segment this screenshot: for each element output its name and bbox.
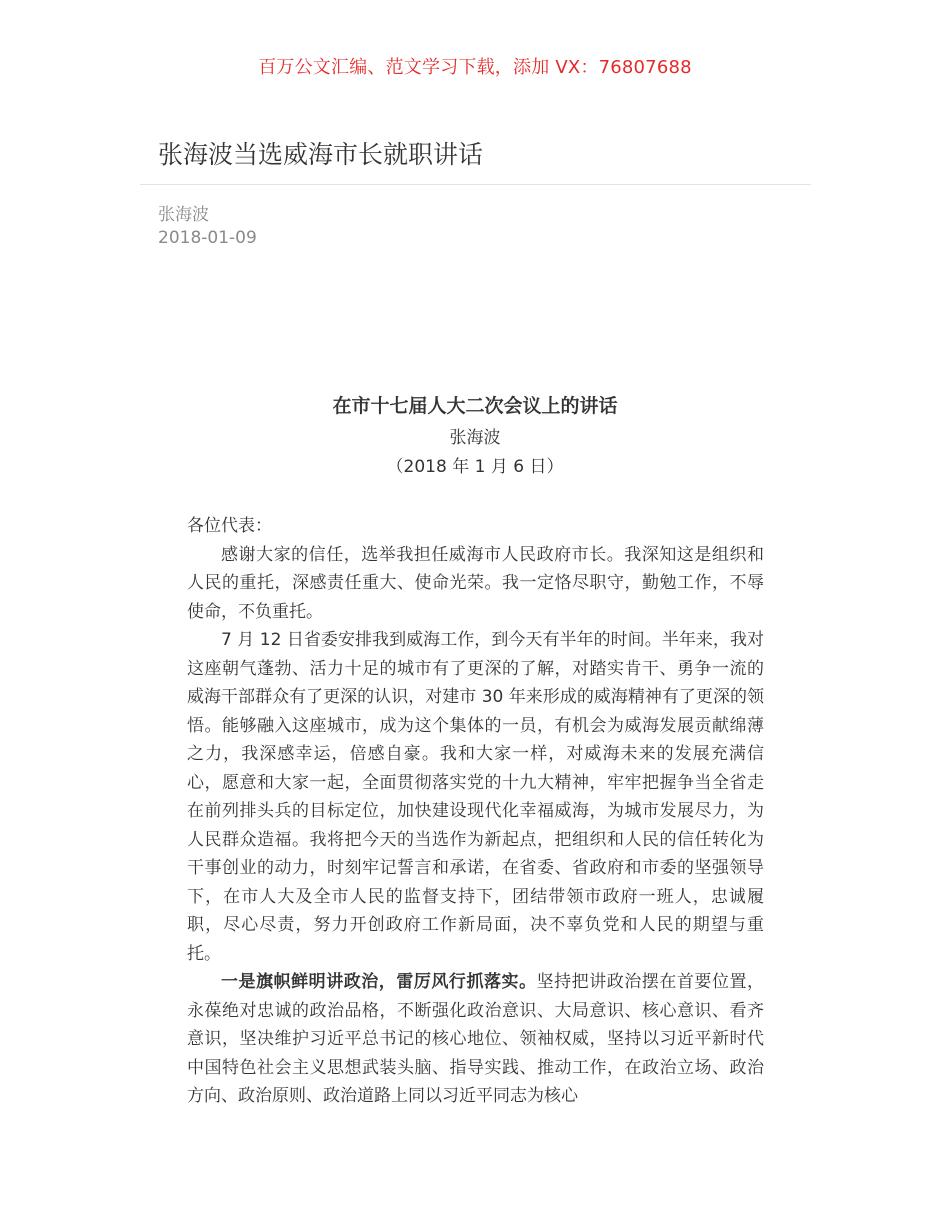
- speech-title: 在市十七届人大二次会议上的讲话: [332, 395, 618, 417]
- point-one-text: 坚持把讲政治摆在首要位置，永葆绝对忠诚的政治品格，不断强化政治意识、大局意识、核心意识、看齐意识，坚决维护习近平总书记的核心地位、领袖权威，坚持以习近平新时代中国特色社会主义思想武装头脑、指导实践、推动工作，在政治立场、政治方向、政治原则、政治道路上同以习近平同志为核心: [187, 972, 765, 1106]
- speech-date: （2018 年 1 月 6 日）: [386, 457, 564, 477]
- title-divider: [140, 184, 811, 185]
- paragraph-half-year: 7 月 12 日省委安排我到威海工作，到今天有半年的时间。半年来，我对这座朝气蓬勃、活力十足的城市有了更深的了解，对踏实肯干、勇争一流的威海干部群众有了更深的认识，对建市 30 年来形成的威海精神有了更深的领悟。能够融入这座城市，成为这个集体的一员，有机会为威海发展贡献绵薄之力，我深感幸运，倍感自豪。我和大家一样，对威海未来的发展充满信心，愿意和大家一起，全面贯彻落实党的十九大精神，牢牢把握争当全省走在前列排头兵的目标定位，加快建设现代化幸福威海，为城市发展尽力，为人民群众造福。我将把今天的当选作为新起点，把组织和人民的信任转化为干事创业的动力，时刻牢记誓言和承诺，在省委、省政府和市委的坚强领导下，在市人大及全市人民的监督支持下，团结带领市政府一班人，忠诚履职，尽心尽责，努力开创政府工作新局面，决不辜负党和人民的期望与重托。: [187, 630, 764, 964]
- point-one-heading: 一是旗帜鲜明讲政治，雷厉风行抓落实。: [221, 972, 537, 992]
- promo-banner: 百万公文汇编、范文学习下载，添加 VX：76807688: [258, 57, 692, 78]
- article-title: 张海波当选威海市长就职讲话: [158, 140, 484, 169]
- paragraph-thanks: 感谢大家的信任，选举我担任威海市人民政府市长。我深知这是组织和人民的重托，深感责任重大、使命光荣。我一定恪尽职守，勤勉工作，不辱使命，不负重托。: [187, 544, 764, 622]
- paragraph-point-one: [187, 968, 764, 1111]
- salutation: 各位代表：: [187, 516, 272, 536]
- speech-author: 张海波: [449, 428, 501, 448]
- speech-body: [187, 512, 764, 1111]
- article-author: 张海波: [158, 205, 209, 225]
- article-date: 2018-01-09: [158, 228, 257, 248]
